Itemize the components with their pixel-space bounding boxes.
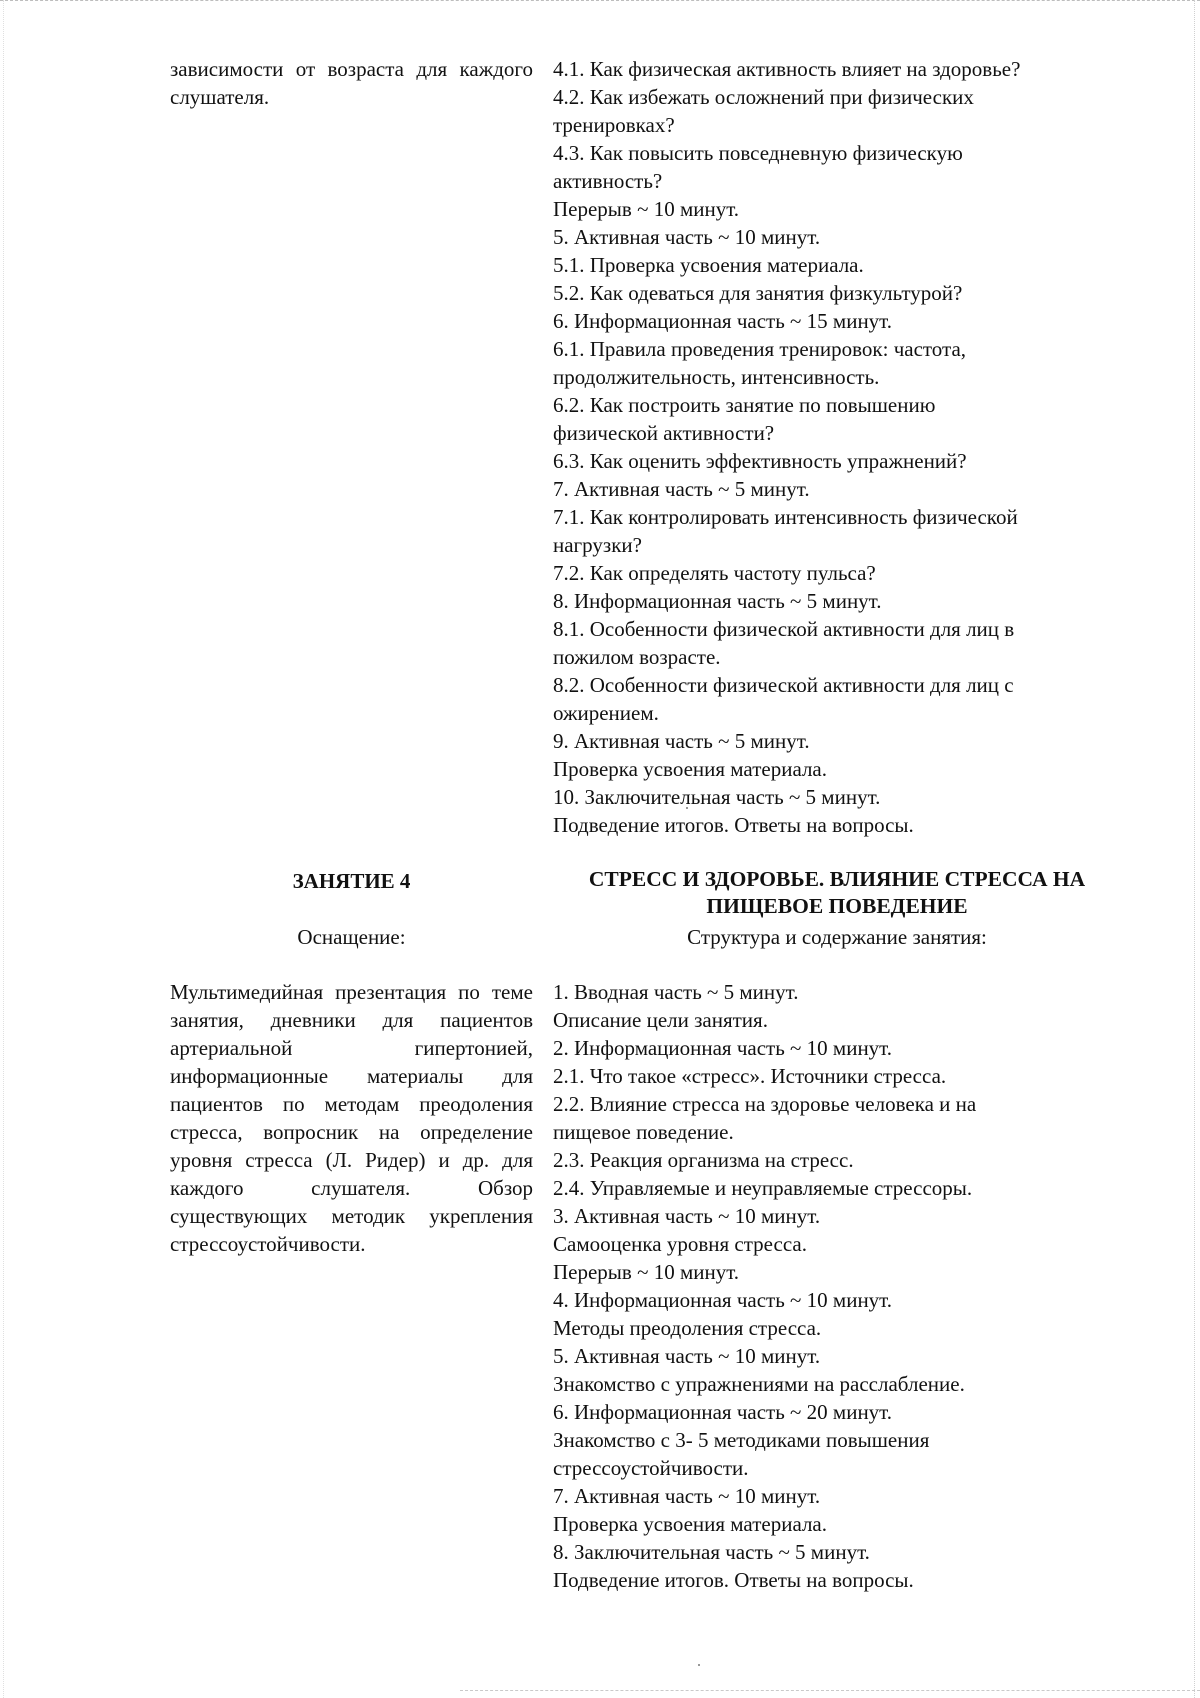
- outline-line: 6.3. Как оценить эффективность упражнений?: [553, 449, 967, 473]
- outline-line: 3. Активная часть ~ 10 минут.: [553, 1204, 821, 1228]
- outline-line: 5. Активная часть ~ 10 минут.: [553, 1344, 821, 1368]
- outline-line: 4.3. Как повысить повседневную физическую: [553, 141, 963, 165]
- outline-line: 4. Информационная часть ~ 10 минут.: [553, 1288, 893, 1312]
- topic-title-line-2: ПИЩЕВОЕ ПОВЕДЕНИЕ: [706, 894, 968, 918]
- outline-line: 5.2. Как одеваться для занятия физкультурой?: [553, 281, 963, 305]
- outline-line: 7.1. Как контролировать интенсивность физической: [553, 505, 1018, 529]
- outline-line: 4.2. Как избежать осложнений при физических: [553, 85, 974, 109]
- outline-line: 2.2. Влияние стресса на здоровье человека и на: [553, 1092, 977, 1116]
- outline-line: 1. Вводная часть ~ 5 минут.: [553, 980, 799, 1004]
- outline-line: Подведение итогов. Ответы на вопросы.: [553, 1568, 914, 1592]
- outline-line: 7. Активная часть ~ 10 минут.: [553, 1484, 821, 1508]
- outline-line: Перерыв ~ 10 минут.: [553, 1260, 740, 1284]
- outline-line: 2.1. Что такое «стресс». Источники стресса.: [553, 1064, 947, 1088]
- outline-line: Описание цели занятия.: [553, 1008, 768, 1032]
- outline-line: пожилом возрасте.: [553, 645, 721, 669]
- scan-edge-bottom: [460, 1690, 1200, 1692]
- outline-line: Проверка усвоения материала.: [553, 1512, 828, 1536]
- continuation-outline: [553, 55, 1113, 839]
- scan-edge-left: [3, 0, 5, 1698]
- outline-line: ожирением.: [553, 701, 659, 725]
- outline-line: 8.1. Особенности физической активности для лиц в: [553, 617, 1015, 641]
- scan-edge-top: [0, 0, 1200, 6]
- outline-line: 10. Заключительная часть ~ 5 минут.: [553, 785, 881, 809]
- outline-line: 8. Заключительная часть ~ 5 минут.: [553, 1540, 870, 1564]
- outline-line: пищевое поведение.: [553, 1120, 734, 1144]
- structure-label-cell: [553, 923, 1121, 951]
- equipment-label-cell: [170, 923, 533, 951]
- outline-line: Подведение итогов. Ответы на вопросы.: [553, 813, 914, 837]
- scan-speck: [698, 1664, 700, 1666]
- outline-line: 7.2. Как определять частоту пульса?: [553, 561, 876, 585]
- topic-heading-cell: [553, 866, 1121, 920]
- equipment-cell: [170, 978, 533, 1258]
- equipment-label: Оснащение:: [297, 925, 406, 949]
- outline-line: Знакомство с упражнениями на расслабление.: [553, 1372, 965, 1396]
- outline-line: 4.1. Как физическая активность влияет на здоровье?: [553, 57, 1021, 81]
- outline-line: Методы преодоления стресса.: [553, 1316, 822, 1340]
- outline-line: 5. Активная часть ~ 10 минут.: [553, 225, 821, 249]
- outline-line: 9. Активная часть ~ 5 минут.: [553, 729, 810, 753]
- outline-line: тренировках?: [553, 113, 675, 137]
- outline-line: Проверка усвоения материала.: [553, 757, 828, 781]
- structure-cell: [553, 978, 1113, 1594]
- outline-line: 6.1. Правила проведения тренировок: частота,: [553, 337, 967, 361]
- outline-line: 2.4. Управляемые и неуправляемые стрессоры.: [553, 1176, 973, 1200]
- scan-edge-right: [1194, 0, 1196, 1698]
- outline-line: активность?: [553, 169, 663, 193]
- structure-label: Структура и содержание занятия:: [687, 925, 987, 949]
- outline-line: Знакомство с 3- 5 методиками повышения: [553, 1428, 930, 1452]
- outline-line: Перерыв ~ 10 минут.: [553, 197, 740, 221]
- outline-line: физической активности?: [553, 421, 775, 445]
- session-heading-cell: [170, 867, 533, 895]
- outline-line: 2. Информационная часть ~ 10 минут.: [553, 1036, 893, 1060]
- outline-line: 8.2. Особенности физической активности для лиц с: [553, 673, 1014, 697]
- outline-line: 5.1. Проверка усвоения материала.: [553, 253, 864, 277]
- outline-line: нагрузки?: [553, 533, 642, 557]
- session-title: ЗАНЯТИЕ 4: [292, 869, 411, 893]
- outline-line: 6. Информационная часть ~ 15 минут.: [553, 309, 893, 333]
- top-right-cell: [553, 55, 1113, 839]
- outline-line: стрессоустойчивости.: [553, 1456, 749, 1480]
- continuation-left-text: зависимости от возраста для каждого слушателя.: [170, 57, 533, 109]
- outline-line: 6. Информационная часть ~ 20 минут.: [553, 1400, 893, 1424]
- topic-title-line-1: СТРЕСС И ЗДОРОВЬЕ. ВЛИЯНИЕ СТРЕССА НА: [588, 867, 1086, 891]
- outline-line: 2.3. Реакция организма на стресс.: [553, 1148, 854, 1172]
- outline-line: 8. Информационная часть ~ 5 минут.: [553, 589, 882, 613]
- structure-outline: [553, 978, 1113, 1594]
- outline-line: 7. Активная часть ~ 5 минут.: [553, 477, 810, 501]
- outline-line: 6.2. Как построить занятие по повышению: [553, 393, 936, 417]
- equipment-text: Мультимедийная презентация по теме занятия, дневники для пациентов артериальной гипертонией, информационные материалы для пациентов по методам преодоления стресса, вопросник на определение уровня стресса (Л. Ридер) и др. для каждого слушателя. Обзор существующих методик укрепления стрессоустойчивости.: [170, 980, 533, 1256]
- outline-line: Самооценка уровня стресса.: [553, 1232, 807, 1256]
- top-left-cell: [170, 55, 533, 111]
- outline-line: продолжительность, интенсивность.: [553, 365, 880, 389]
